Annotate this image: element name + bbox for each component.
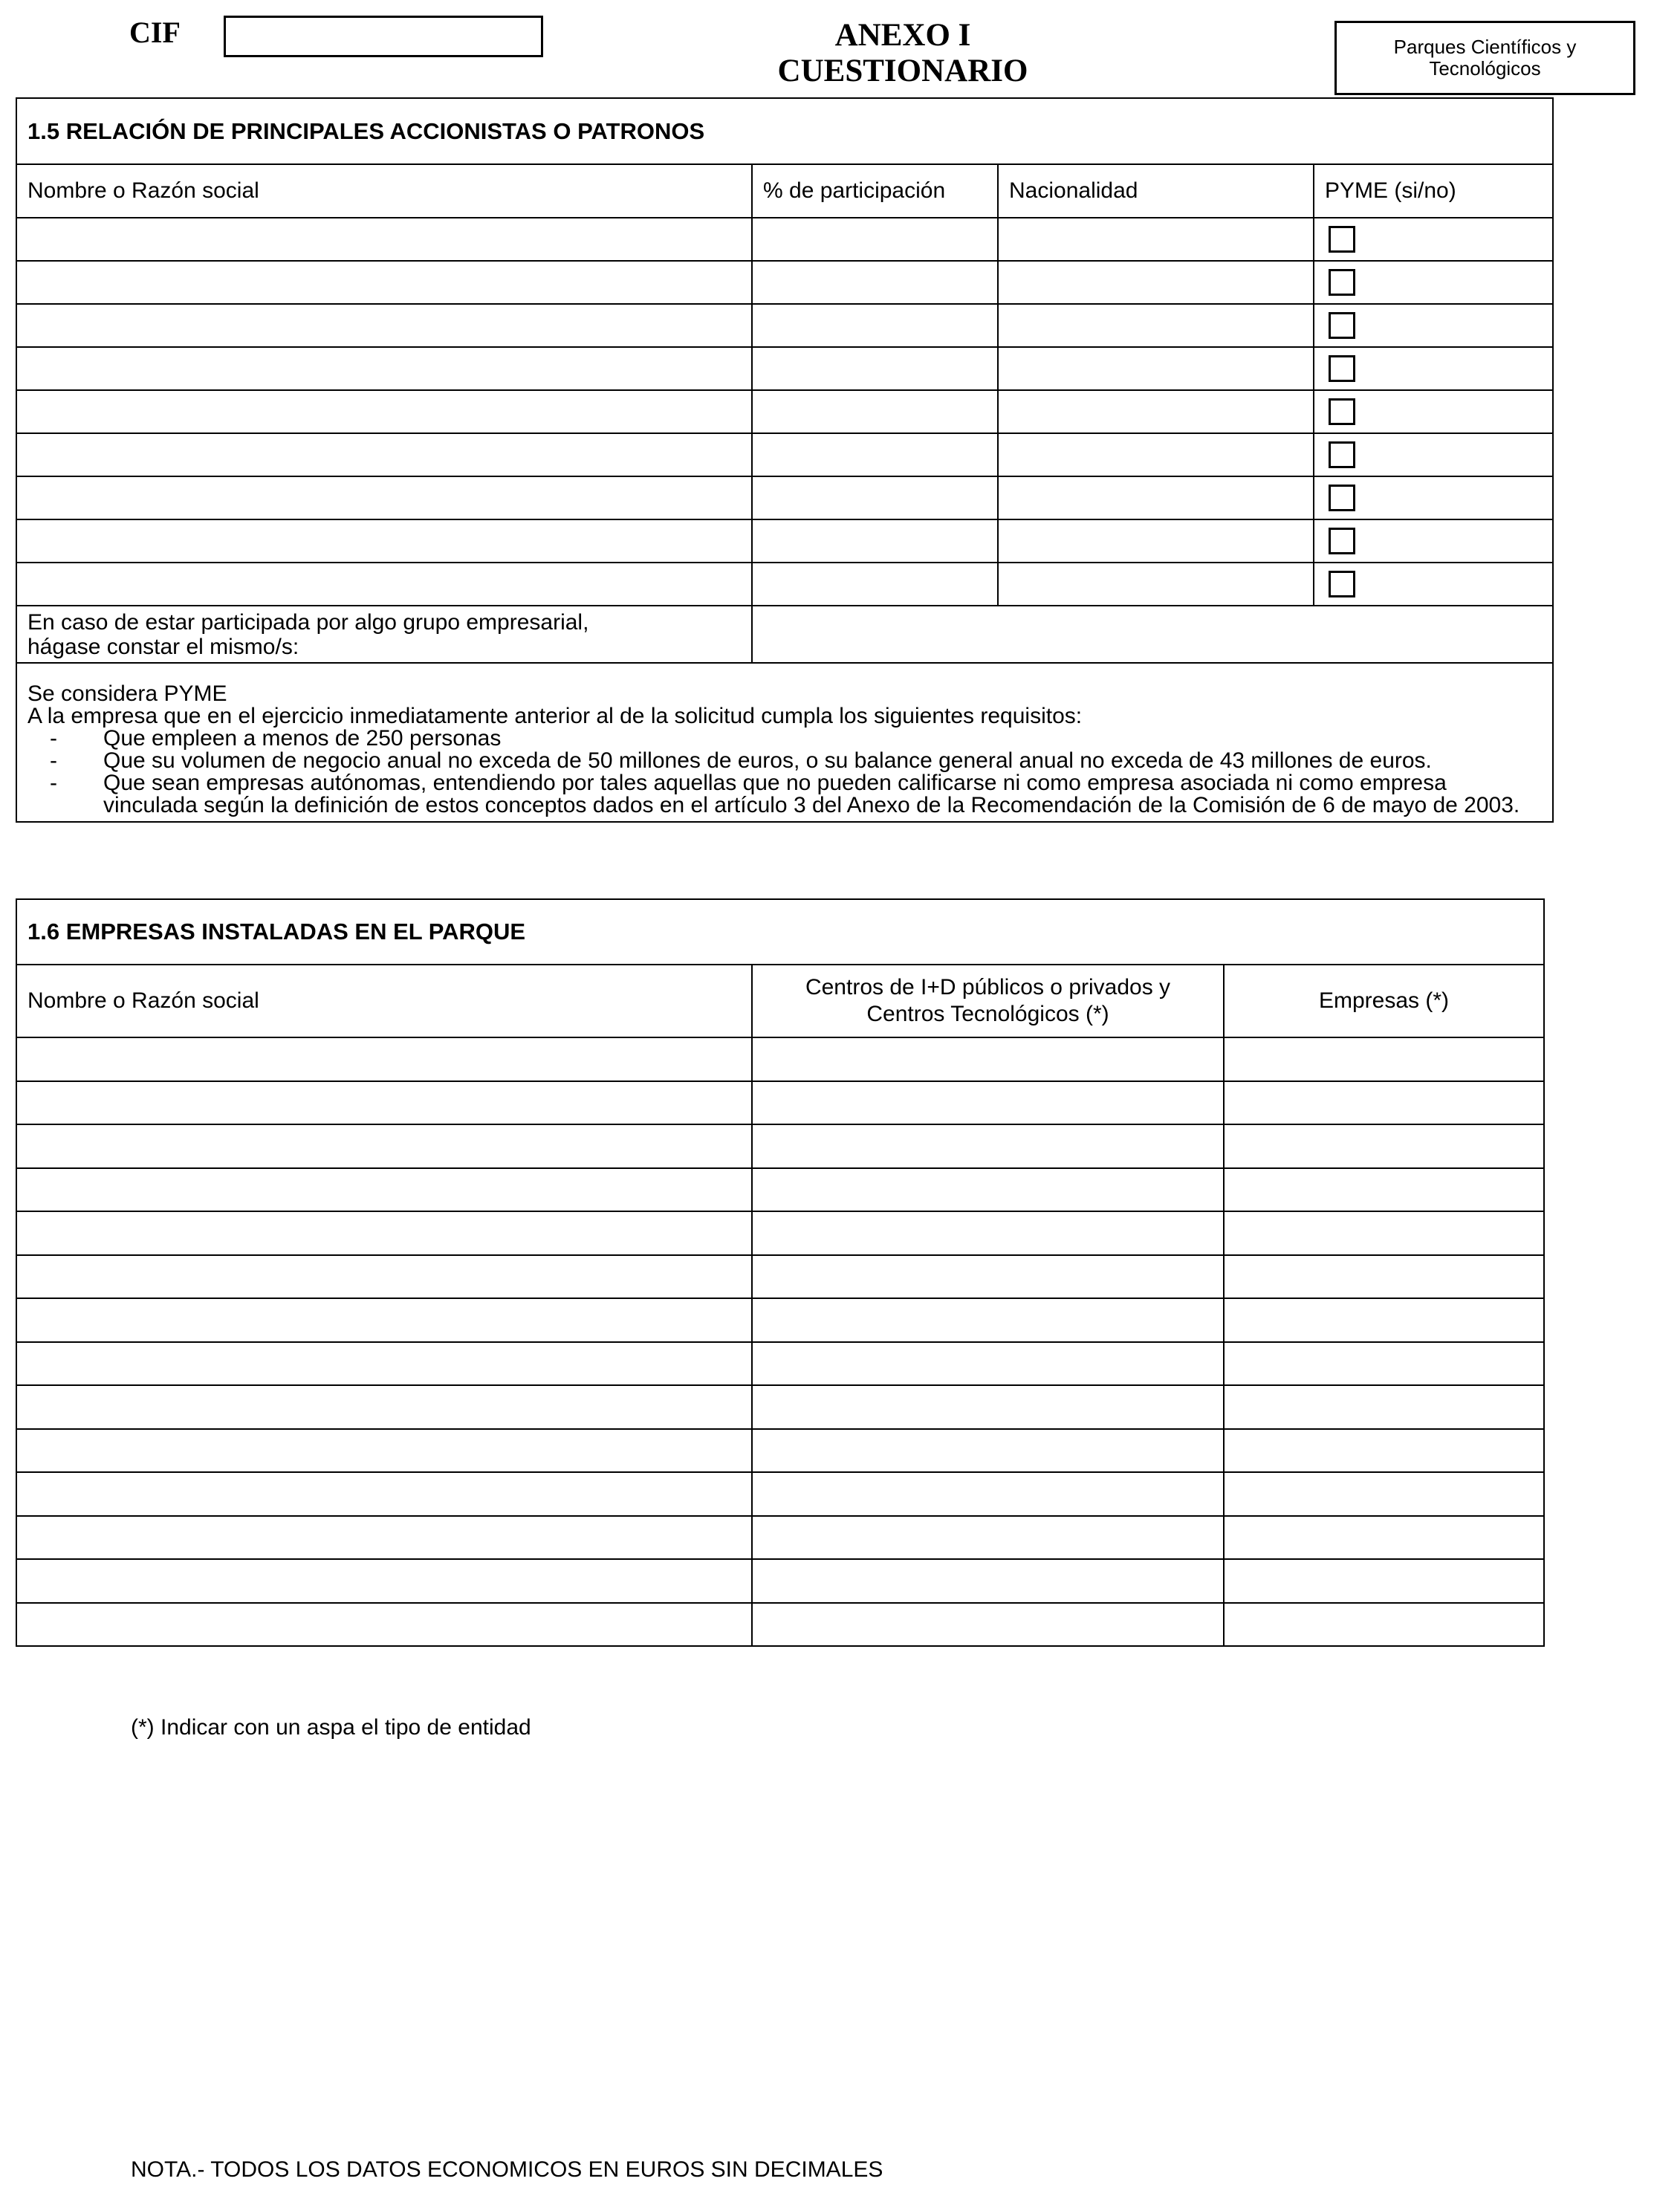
rd-center-mark-cell[interactable]: [752, 1385, 1224, 1429]
rd-center-mark-cell[interactable]: [752, 1211, 1224, 1255]
rd-center-mark-cell[interactable]: [752, 1081, 1224, 1125]
shareholder-row: [16, 476, 1553, 519]
note-heading: Se considera PYME: [27, 681, 227, 706]
pyme-cell: [1314, 261, 1553, 304]
company-name-cell[interactable]: [16, 1211, 752, 1255]
company-name-cell[interactable]: [16, 1037, 752, 1081]
note-bullet-1: - Que empleen a menos de 250 personas: [50, 726, 502, 751]
rd-center-mark-cell[interactable]: [752, 1559, 1224, 1603]
note-bullet-3: - Que sean empresas autónomas, entendiendo por tales aquellas que no pueden calificarse ni como empresa asociada ni como empresa vinculada según la definición de estos conceptos dados en el artículo 3 del Anexo de la Recomendación de la Comisión de 6 de mayo de 2003.: [50, 771, 1520, 817]
nationality-cell[interactable]: [998, 390, 1314, 433]
section-1-5-title: 1.5 RELACIÓN DE PRINCIPALES ACCIONISTAS O PATRONOS: [16, 98, 1553, 164]
company-row: [16, 1559, 1544, 1603]
participation-cell[interactable]: [752, 218, 998, 261]
pyme-checkbox[interactable]: [1329, 571, 1355, 597]
rd-center-mark-cell[interactable]: [752, 1342, 1224, 1386]
col-header-pyme: PYME (si/no): [1314, 164, 1553, 218]
rd-center-mark-cell[interactable]: [752, 1037, 1224, 1081]
economic-data-note: NOTA.- TODOS LOS DATOS ECONOMICOS EN EUROS SIN DECIMALES: [131, 2157, 883, 2182]
pyme-definition-note: [16, 663, 1553, 822]
pyme-cell: [1314, 476, 1553, 519]
nationality-cell[interactable]: [998, 476, 1314, 519]
rd-center-mark-cell[interactable]: [752, 1298, 1224, 1342]
program-name-line1: Parques Científicos y: [1393, 36, 1577, 58]
company-row: [16, 1168, 1544, 1212]
shareholder-row: [16, 519, 1553, 563]
note-intro: A la empresa que en el ejercicio inmediatamente anterior al de la solicitud cumpla los siguientes requisitos:: [27, 704, 1083, 728]
pyme-checkbox[interactable]: [1329, 485, 1355, 511]
company-name-cell[interactable]: [16, 1255, 752, 1299]
shareholder-row: [16, 218, 1553, 261]
company-mark-cell[interactable]: [1224, 1255, 1544, 1299]
company-mark-cell[interactable]: [1224, 1124, 1544, 1168]
company-row: [16, 1255, 1544, 1299]
company-row: [16, 1385, 1544, 1429]
company-row: [16, 1298, 1544, 1342]
cif-label: CIF: [129, 16, 181, 49]
shareholder-name-cell[interactable]: [16, 476, 752, 519]
company-row: [16, 1516, 1544, 1560]
title-annex: ANEXO I: [834, 18, 971, 53]
shareholders-table: [16, 97, 1554, 823]
rd-center-mark-cell[interactable]: [752, 1124, 1224, 1168]
company-mark-cell[interactable]: [1224, 1472, 1544, 1516]
pyme-checkbox[interactable]: [1329, 269, 1355, 296]
company-mark-cell[interactable]: [1224, 1603, 1544, 1647]
col-header-rd-centers: [752, 965, 1224, 1037]
shareholder-name-cell[interactable]: [16, 563, 752, 606]
section-1-6-title: 1.6 EMPRESAS INSTALADAS EN EL PARQUE: [16, 899, 1544, 965]
company-row: [16, 1429, 1544, 1473]
company-row: [16, 1037, 1544, 1081]
group-label-line2: hágase constar el mismo/s:: [27, 635, 299, 659]
pyme-checkbox[interactable]: [1329, 528, 1355, 554]
rd-center-mark-cell[interactable]: [752, 1429, 1224, 1473]
pyme-cell: [1314, 390, 1553, 433]
company-row: [16, 1342, 1544, 1386]
company-row: [16, 1472, 1544, 1516]
company-row: [16, 1603, 1544, 1647]
company-row: [16, 1081, 1544, 1125]
company-mark-cell[interactable]: [1224, 1081, 1544, 1125]
pyme-cell: [1314, 218, 1553, 261]
note-bullet-2-text: Que su volumen de negocio anual no exceda de 50 millones de euros, o su balance general anual no exceda de 43 millones de euros.: [103, 748, 1432, 773]
shareholder-row: [16, 304, 1553, 347]
shareholder-name-cell[interactable]: [16, 347, 752, 390]
company-mark-cell[interactable]: [1224, 1342, 1544, 1386]
col-header-name: Nombre o Razón social: [16, 164, 752, 218]
nationality-cell[interactable]: [998, 304, 1314, 347]
company-name-cell[interactable]: [16, 1472, 752, 1516]
shareholder-name-cell[interactable]: [16, 433, 752, 476]
company-name-cell[interactable]: [16, 1603, 752, 1647]
col-header-rd-centers-line1: Centros de I+D públicos o privados y: [805, 975, 1171, 1000]
note-bullet-1-text: Que empleen a menos de 250 personas: [103, 726, 502, 751]
shareholder-name-cell[interactable]: [16, 304, 752, 347]
participation-cell[interactable]: [752, 433, 998, 476]
pyme-cell: [1314, 563, 1553, 606]
company-name-cell[interactable]: [16, 1298, 752, 1342]
rd-center-mark-cell[interactable]: [752, 1255, 1224, 1299]
company-mark-cell[interactable]: [1224, 1211, 1544, 1255]
participation-cell[interactable]: [752, 304, 998, 347]
company-name-cell[interactable]: [16, 1124, 752, 1168]
company-name-cell[interactable]: [16, 1516, 752, 1560]
participation-cell[interactable]: [752, 390, 998, 433]
company-mark-cell[interactable]: [1224, 1516, 1544, 1560]
company-mark-cell[interactable]: [1224, 1298, 1544, 1342]
col-header-company-name: Nombre o Razón social: [16, 965, 752, 1037]
document-title: [743, 18, 1063, 89]
col-header-participation: % de participación: [752, 164, 998, 218]
company-name-cell[interactable]: [16, 1342, 752, 1386]
shareholder-row: [16, 261, 1553, 304]
shareholder-row: [16, 563, 1553, 606]
shareholder-name-cell[interactable]: [16, 519, 752, 563]
rd-center-mark-cell[interactable]: [752, 1168, 1224, 1212]
company-name-cell[interactable]: [16, 1429, 752, 1473]
note-bullet-2: - Que su volumen de negocio anual no exceda de 50 millones de euros, o su balance general anual no exceda de 43 millones de euros.: [50, 748, 1432, 773]
company-row: [16, 1124, 1544, 1168]
pyme-cell: [1314, 433, 1553, 476]
pyme-checkbox[interactable]: [1329, 398, 1355, 425]
participation-cell[interactable]: [752, 261, 998, 304]
pyme-cell: [1314, 304, 1553, 347]
shareholder-row: [16, 347, 1553, 390]
nationality-cell[interactable]: [998, 261, 1314, 304]
shareholder-name-cell[interactable]: [16, 261, 752, 304]
participation-cell[interactable]: [752, 476, 998, 519]
participation-cell[interactable]: [752, 347, 998, 390]
company-mark-cell[interactable]: [1224, 1168, 1544, 1212]
cif-input[interactable]: [224, 16, 543, 57]
company-mark-cell[interactable]: [1224, 1429, 1544, 1473]
nationality-cell[interactable]: [998, 519, 1314, 563]
company-row: [16, 1211, 1544, 1255]
group-label-line1: En caso de estar participada por algo grupo empresarial,: [27, 610, 589, 635]
installed-companies-table: [16, 898, 1545, 1647]
company-name-cell[interactable]: [16, 1081, 752, 1125]
company-name-cell[interactable]: [16, 1385, 752, 1429]
rd-center-mark-cell[interactable]: [752, 1516, 1224, 1560]
group-label: [16, 606, 752, 663]
shareholder-row: [16, 390, 1553, 433]
company-mark-cell[interactable]: [1224, 1559, 1544, 1603]
nationality-cell[interactable]: [998, 218, 1314, 261]
nationality-cell[interactable]: [998, 347, 1314, 390]
company-name-cell[interactable]: [16, 1559, 752, 1603]
company-mark-cell[interactable]: [1224, 1385, 1544, 1429]
rd-center-mark-cell[interactable]: [752, 1603, 1224, 1647]
participation-cell[interactable]: [752, 519, 998, 563]
company-name-cell[interactable]: [16, 1168, 752, 1212]
nationality-cell[interactable]: [998, 433, 1314, 476]
pyme-cell: [1314, 519, 1553, 563]
shareholder-row: [16, 433, 1553, 476]
pyme-cell: [1314, 347, 1553, 390]
group-value-field[interactable]: [752, 606, 1553, 663]
rd-center-mark-cell[interactable]: [752, 1472, 1224, 1516]
pyme-checkbox[interactable]: [1329, 312, 1355, 339]
pyme-checkbox[interactable]: [1329, 441, 1355, 468]
pyme-checkbox[interactable]: [1329, 226, 1355, 253]
program-box: [1334, 21, 1635, 95]
note-bullet-3-text: Que sean empresas autónomas, entendiendo por tales aquellas que no pueden calificarse ni como empresa asociada ni como empresa vinculada según la definición de estos conceptos dados en el artículo 3 del Anexo de la Recomendación de la Comisión de 6 de mayo de 2003.: [103, 771, 1520, 817]
participation-cell[interactable]: [752, 563, 998, 606]
company-mark-cell[interactable]: [1224, 1037, 1544, 1081]
col-header-rd-centers-line2: Centros Tecnológicos (*): [866, 1002, 1109, 1026]
col-header-nationality: Nacionalidad: [998, 164, 1314, 218]
title-questionnaire: CUESTIONARIO: [777, 54, 1028, 88]
shareholder-name-cell[interactable]: [16, 218, 752, 261]
col-header-companies: Empresas (*): [1224, 965, 1544, 1037]
shareholder-name-cell[interactable]: [16, 390, 752, 433]
pyme-checkbox[interactable]: [1329, 355, 1355, 382]
entity-type-footnote: (*) Indicar con un aspa el tipo de entidad: [131, 1715, 531, 1740]
nationality-cell[interactable]: [998, 563, 1314, 606]
program-name-line2: Tecnológicos: [1429, 57, 1541, 80]
